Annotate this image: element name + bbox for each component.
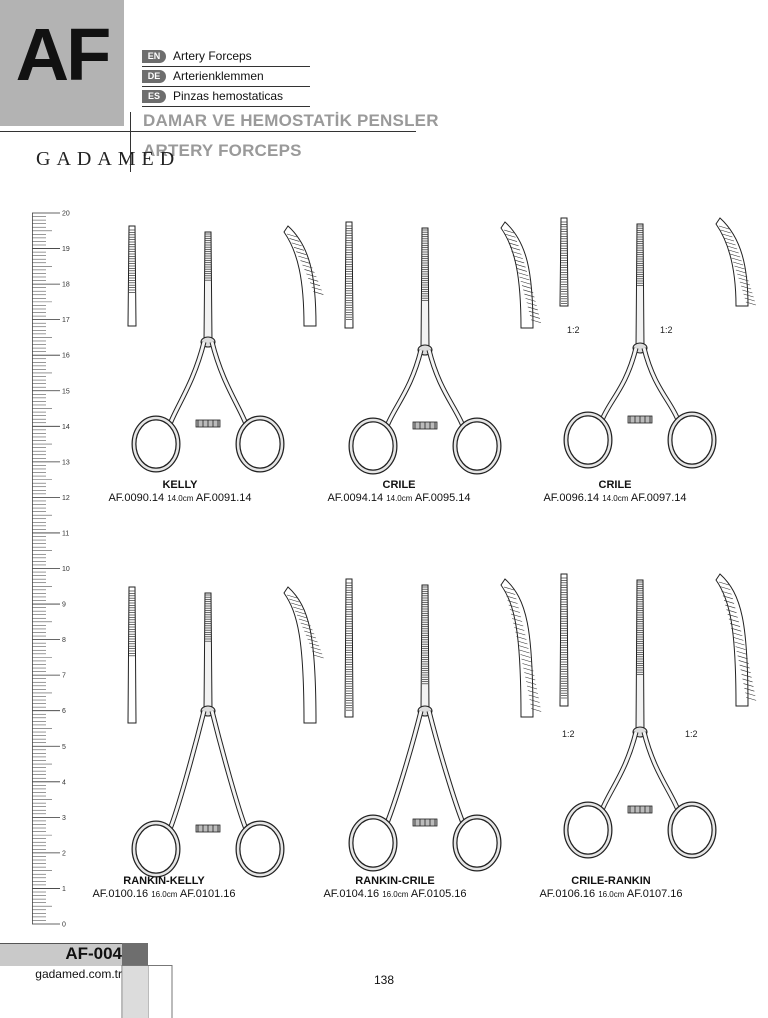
section-code: AF [15, 13, 109, 96]
product-kelly [88, 218, 328, 478]
ruler-label: 3 [62, 814, 66, 822]
product-code-curved: AF.0107.16 [626, 888, 683, 900]
ruler-label: 8 [62, 637, 66, 645]
lang-row-en [142, 48, 310, 67]
product-crile [305, 218, 545, 478]
caption-rankin-crile [275, 875, 515, 901]
product-code-straight: AF.0096.14 [543, 492, 600, 504]
product-code-straight: AF.0104.16 [323, 888, 380, 900]
forceps-illustration [520, 218, 760, 472]
lang-text-en: Artery Forceps [173, 49, 252, 63]
ruler-label: 2 [62, 850, 66, 858]
website-link[interactable]: gadamed.com.tr [35, 967, 122, 981]
header-divider [0, 131, 416, 132]
ruler-label: 15 [62, 388, 70, 396]
caption-rankin-kelly [44, 875, 284, 901]
lang-text-es: Pinzas hemostaticas [173, 89, 284, 103]
product-size: 16.0cm [598, 890, 625, 899]
ratio-label-right: 1:2 [685, 729, 698, 739]
product-size: 16.0cm [151, 890, 178, 899]
product-size: 14.0cm [386, 494, 413, 503]
product-code-straight: AF.0100.16 [92, 888, 149, 900]
ruler-label: 14 [62, 423, 70, 431]
brand-logo: GADAMED [36, 148, 181, 170]
page-number: 138 [373, 973, 395, 987]
lang-tag-en: EN [142, 50, 166, 63]
lang-row-de [142, 68, 310, 87]
product-name: CRILE [382, 479, 416, 491]
ruler-label: 13 [62, 459, 70, 467]
forceps-illustration [520, 570, 760, 862]
ruler-label: 1 [62, 885, 66, 893]
caption-crile-rankin [491, 875, 731, 901]
lang-text-de: Arterienklemmen [173, 69, 264, 83]
ruler-label: 10 [62, 566, 70, 573]
product-code-curved: AF.0101.16 [179, 888, 236, 900]
product-name: CRILE-RANKIN [571, 875, 651, 887]
forceps-illustration [305, 573, 545, 875]
product-crile-rankin [520, 570, 760, 830]
catalog-code-accent [122, 943, 148, 965]
measurement-ruler [32, 206, 68, 931]
product-name: RANKIN-KELLY [123, 875, 205, 887]
product-code-curved: AF.0095.14 [414, 492, 471, 504]
ruler-label: 20 [62, 210, 70, 218]
ruler-label: 0 [62, 921, 66, 929]
product-code-curved: AF.0097.14 [630, 492, 687, 504]
ruler-label: 9 [62, 601, 66, 609]
ruler-label: 6 [62, 708, 66, 716]
product-rankin-crile [305, 573, 545, 833]
ruler-label: 17 [62, 317, 70, 325]
catalog-code: AF-004 [65, 944, 122, 963]
product-code-straight: AF.0090.14 [108, 492, 165, 504]
ruler-label: 19 [62, 246, 70, 254]
caption-kelly [60, 479, 300, 505]
title-english: ARTERY FORCEPS [143, 141, 302, 160]
product-name: CRILE [598, 479, 632, 491]
lang-row-es [142, 88, 310, 107]
ruler-label: 4 [62, 779, 66, 787]
product-code-straight: AF.0106.16 [539, 888, 596, 900]
ratio-label-left: 1:2 [567, 325, 580, 335]
forceps-illustration [88, 218, 328, 476]
product-name: RANKIN-CRILE [355, 875, 435, 887]
caption-crile [279, 479, 519, 505]
product-size: 14.0cm [602, 494, 629, 503]
caption-crile-fine [495, 479, 735, 505]
ratio-label-right: 1:2 [660, 325, 673, 335]
product-name: KELLY [162, 479, 198, 491]
product-crile-fine [520, 218, 760, 478]
product-code-curved: AF.0091.14 [195, 492, 252, 504]
ruler-label: 7 [62, 672, 66, 680]
forceps-illustration [305, 218, 545, 478]
product-rankin-kelly [88, 583, 328, 843]
ruler-label: 18 [62, 281, 70, 289]
ruler-label: 11 [62, 530, 70, 538]
lang-tag-de: DE [142, 70, 166, 83]
ratio-label-left: 1:2 [562, 729, 575, 739]
product-size: 14.0cm [167, 494, 194, 503]
ruler-label: 16 [62, 352, 70, 360]
forceps-illustration [88, 583, 328, 881]
product-code-curved: AF.0105.16 [410, 888, 467, 900]
lang-tag-es: ES [142, 90, 166, 103]
title-turkish: DAMAR VE HEMOSTATİK PENSLER [143, 111, 439, 130]
ruler-label: 5 [62, 743, 66, 751]
ruler-label: 12 [62, 494, 70, 502]
product-code-straight: AF.0094.14 [327, 492, 384, 504]
product-size: 16.0cm [382, 890, 409, 899]
